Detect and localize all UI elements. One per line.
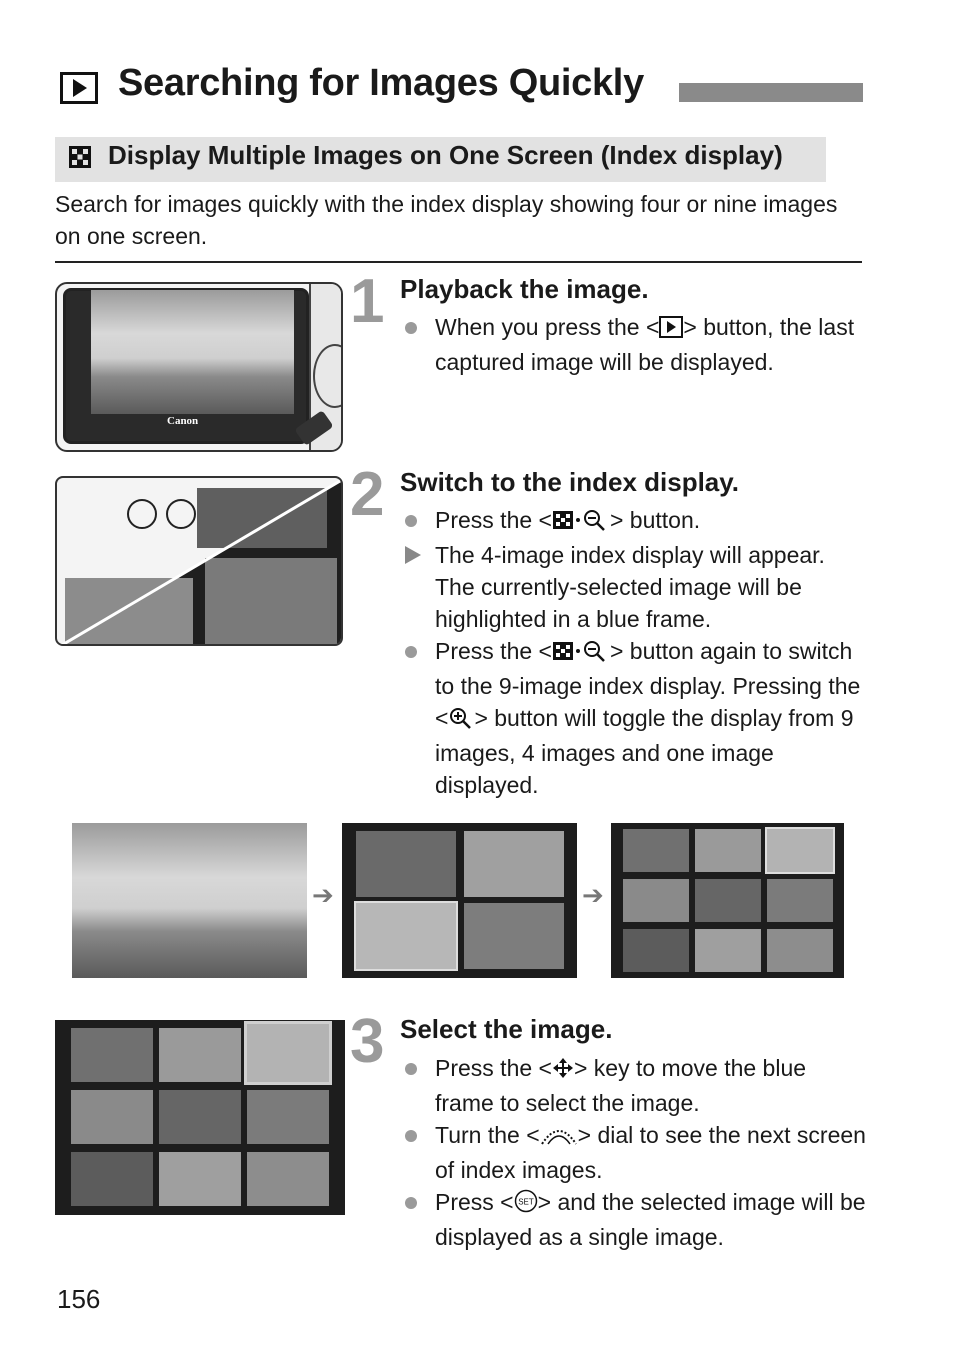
bullet-item: Press the < > key to move the blue frame to select the image. (400, 1052, 870, 1119)
set-button-icon (514, 1189, 538, 1221)
index-display-icon (68, 145, 92, 169)
bullet-item: Turn the < > dial to see the next screen of index images. (400, 1119, 870, 1186)
camera-brand-logo: Canon (167, 415, 199, 427)
arrow-right-icon: ➔ (312, 880, 334, 910)
page-title: Searching for Images Quickly (118, 62, 644, 104)
step-number: 3 (350, 1007, 385, 1076)
camera-back-illustration (55, 282, 343, 452)
section-divider (55, 261, 862, 263)
step-title: Select the image. (400, 1014, 613, 1044)
bullet-item: Press < SET > and the selected image will be displayed as a single image. (400, 1186, 870, 1253)
nine-image-index-display (611, 823, 844, 978)
step-number: 2 (350, 460, 385, 529)
single-image-display (72, 823, 307, 978)
bullet-item: When you press the < > button, the last captured image will be displayed. (400, 311, 870, 378)
index-button-illustration (55, 476, 343, 646)
bullet-item: Press the < > button again to switch to the 9-image index display. Pressing the < > button will toggle the display from 9 images, 4 images and one image displayed. (400, 635, 870, 801)
bullet-item: Press the < > button. (400, 504, 870, 539)
title-rule-bar (679, 83, 863, 102)
arrow-right-icon: ➔ (582, 880, 604, 910)
step-title: Switch to the index display. (400, 467, 740, 497)
step-title: Playback the image. (400, 274, 649, 304)
bullet-item: The 4-image index display will appear. The currently-selected image will be highlighted in a blue frame. (400, 539, 870, 635)
playback-icon (659, 314, 683, 346)
step-number: 1 (350, 267, 385, 336)
index-zoom-out-icon (552, 507, 610, 539)
four-image-index-display (342, 823, 577, 978)
section-title: Display Multiple Images on One Screen (Index display) (108, 140, 783, 170)
zoom-in-icon (448, 705, 474, 737)
intro-text: Search for images quickly with the index display showing four or nine images on one screen. (55, 191, 838, 249)
playback-icon (60, 72, 98, 104)
nine-image-selection-display (55, 1020, 345, 1215)
cross-keys-icon (552, 1055, 574, 1087)
main-dial-icon (540, 1122, 578, 1154)
svg-text:SET: SET (517, 1197, 534, 1207)
page-number: 156 (57, 1284, 101, 1314)
lcd-landscape-image (91, 290, 294, 414)
index-zoom-out-icon (552, 638, 610, 670)
